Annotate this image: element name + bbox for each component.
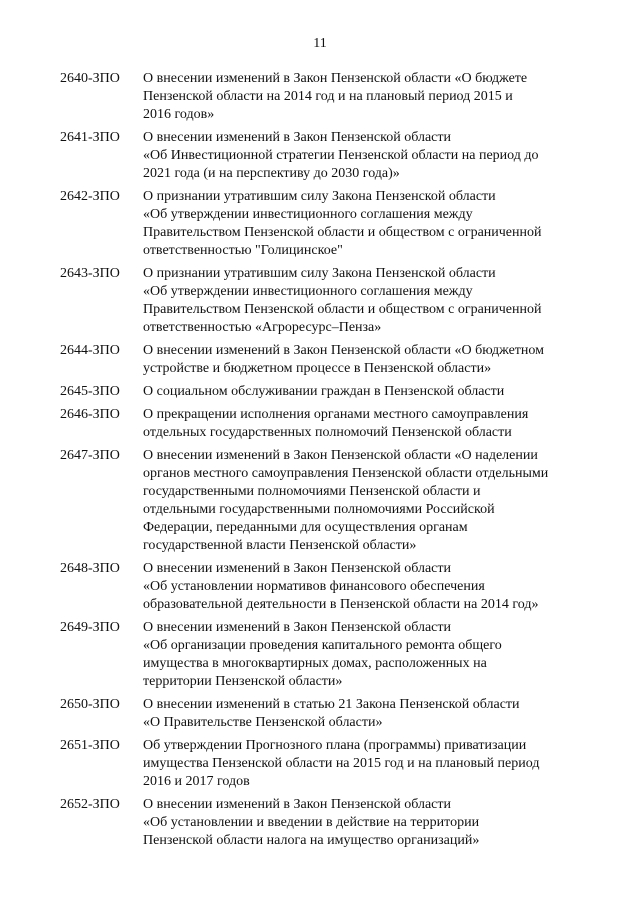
law-number: 2649-ЗПО: [60, 620, 120, 635]
law-title: О признании утратившим силу Закона Пензенской области «Об утверждении инвестиционного соглашения между Правительством Пензенской области и обществом с ограниченной ответственностью "Голицинское": [143, 189, 542, 258]
law-entry: [60, 619, 590, 691]
page-number: 11: [313, 36, 327, 51]
law-entry: [60, 696, 590, 732]
law-number: 2652-ЗПО: [60, 797, 120, 812]
law-title: О прекращении исполнения органами местного самоуправления отдельных государственных полномочий Пензенской области: [143, 407, 529, 440]
law-number: 2648-ЗПО: [60, 561, 120, 576]
law-title: О внесении изменений в Закон Пензенской области «О бюджетном устройстве и бюджетном процессе в Пензенской области»: [143, 343, 545, 376]
law-number: 2641-ЗПО: [60, 130, 120, 145]
law-entry: [60, 265, 590, 337]
law-number: 2650-ЗПО: [60, 697, 120, 712]
law-entry: [60, 70, 590, 124]
law-title: О внесении изменений в Закон Пензенской области «Об установлении и введении в действие на территории Пензенской области налога на имущество организаций»: [143, 797, 480, 848]
law-number: 2644-ЗПО: [60, 343, 120, 358]
law-number: 2647-ЗПО: [60, 448, 120, 463]
law-title: О признании утратившим силу Закона Пензенской области «Об утверждении инвестиционного соглашения между Правительством Пензенской области и обществом с ограниченной ответственностью «Агроресурс–Пенза»: [143, 266, 542, 335]
law-entry: [60, 342, 590, 378]
law-entry: [60, 447, 590, 555]
law-number: 2651-ЗПО: [60, 738, 120, 753]
law-entry: [60, 560, 590, 614]
law-title: О социальном обслуживании граждан в Пензенской области: [143, 384, 505, 399]
law-title: О внесении изменений в Закон Пензенской области «О бюджете Пензенской области на 2014 год и на плановый период 2015 и 2016 годов»: [143, 71, 528, 122]
law-number: 2645-ЗПО: [60, 384, 120, 399]
law-title: О внесении изменений в Закон Пензенской области «О наделении органов местного самоуправления Пензенской области отдельными государственными полномочиями Пензенской области и отдельными государственными полномочиями Российской Федерации, переданными для осуществления органам государственной власти Пензенской области»: [143, 448, 549, 553]
law-title: О внесении изменений в Закон Пензенской области «Об установлении нормативов финансового обеспечения образовательной деятельности в Пензенской области на 2014 год»: [143, 561, 539, 612]
law-number: 2640-ЗПО: [60, 71, 120, 86]
law-title: О внесении изменений в Закон Пензенской области «Об Инвестиционной стратегии Пензенской области на период до 2021 года (и на перспективу до 2030 года)»: [143, 130, 539, 181]
law-number: 2643-ЗПО: [60, 266, 120, 281]
law-entry: [60, 129, 590, 183]
law-title: О внесении изменений в статью 21 Закона Пензенской области «О Правительстве Пензенской области»: [143, 697, 520, 730]
law-entry: [60, 796, 590, 850]
law-number: 2642-ЗПО: [60, 189, 120, 204]
law-number: 2646-ЗПО: [60, 407, 120, 422]
law-entry: [60, 737, 590, 791]
law-title: Об утверждении Прогнозного плана (программы) приватизации имущества Пензенской области на 2015 год и на плановый период 2016 и 2017 годов: [143, 738, 540, 789]
law-entry: [60, 383, 590, 401]
law-title: О внесении изменений в Закон Пензенской области «Об организации проведения капитального ремонта общего имущества в многоквартирных домах, расположенных на территории Пензенской области»: [143, 620, 502, 689]
law-list: [60, 70, 590, 855]
law-entry: [60, 406, 590, 442]
law-entry: [60, 188, 590, 260]
